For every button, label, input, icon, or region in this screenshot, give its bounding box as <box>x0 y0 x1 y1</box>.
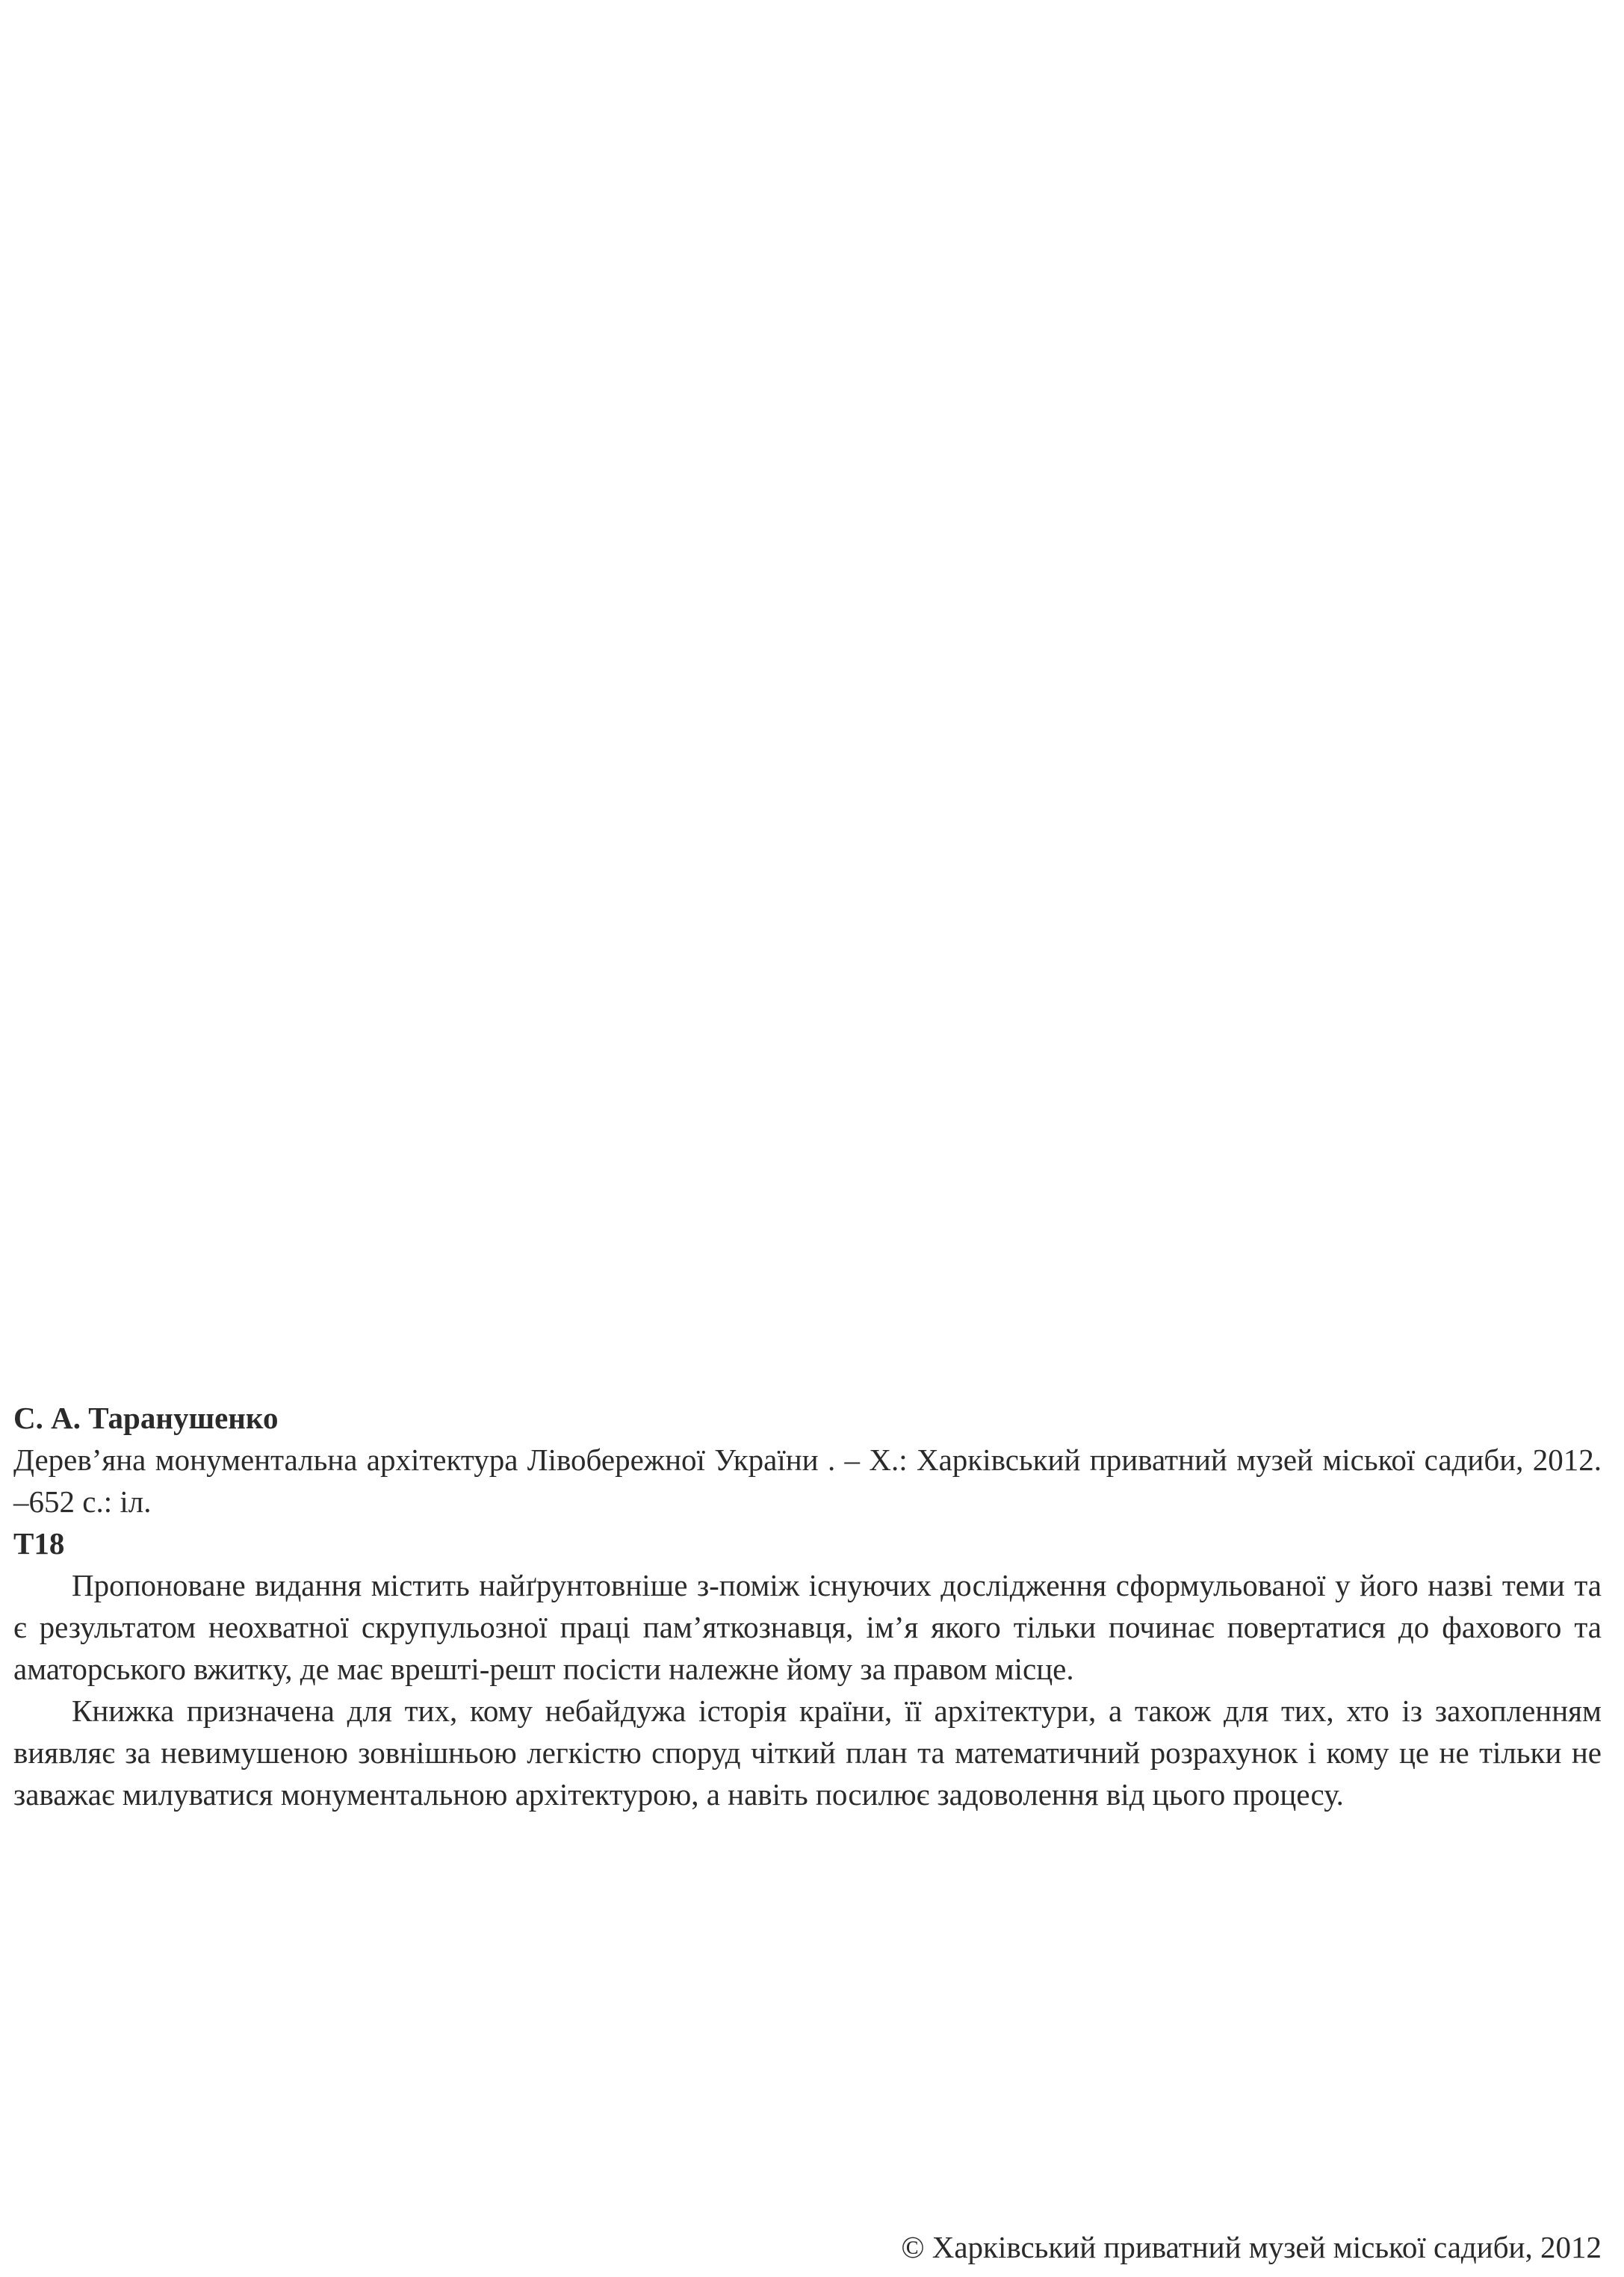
library-index-code: Т18 <box>13 1526 65 1561</box>
copyright-notice: © Харківський приватний музей міської садиби, 2012 <box>901 2230 1602 2264</box>
annotation-paragraph: Пропоноване видання містить найґрунтовніше з-поміж існуючих дослідження сформульованої у його назві теми та є результатом неохватної скрупульозної праці пам’яткознавця, ім’я якого тільки починає повертатися до фахового та аматорського вжитку, де має врешті-решт посісти належне йому за правом місце. <box>13 1568 1602 1686</box>
bibliographic-citation: Дерев’яна монументальна архітектура Лівобережної України . – Х.: Харківський приватний музей міської садиби, 2012. –652 с.: іл. <box>13 1443 1602 1519</box>
annotation-paragraph: Книжка призначена для тих, кому небайдужа історія країни, її архітектури, а також для тих, хто із захопленням виявляє за невимушеною зовнішньою легкістю споруд чіткий план та математичний розрахунок і кому це не тільки не заважає милуватися монументальною архітектурою, а навіть посилює задоволення від цього процесу. <box>13 1694 1602 1812</box>
author-name: С. А. Таранушенко <box>13 1401 279 1435</box>
imprint-block <box>13 1397 1602 1815</box>
